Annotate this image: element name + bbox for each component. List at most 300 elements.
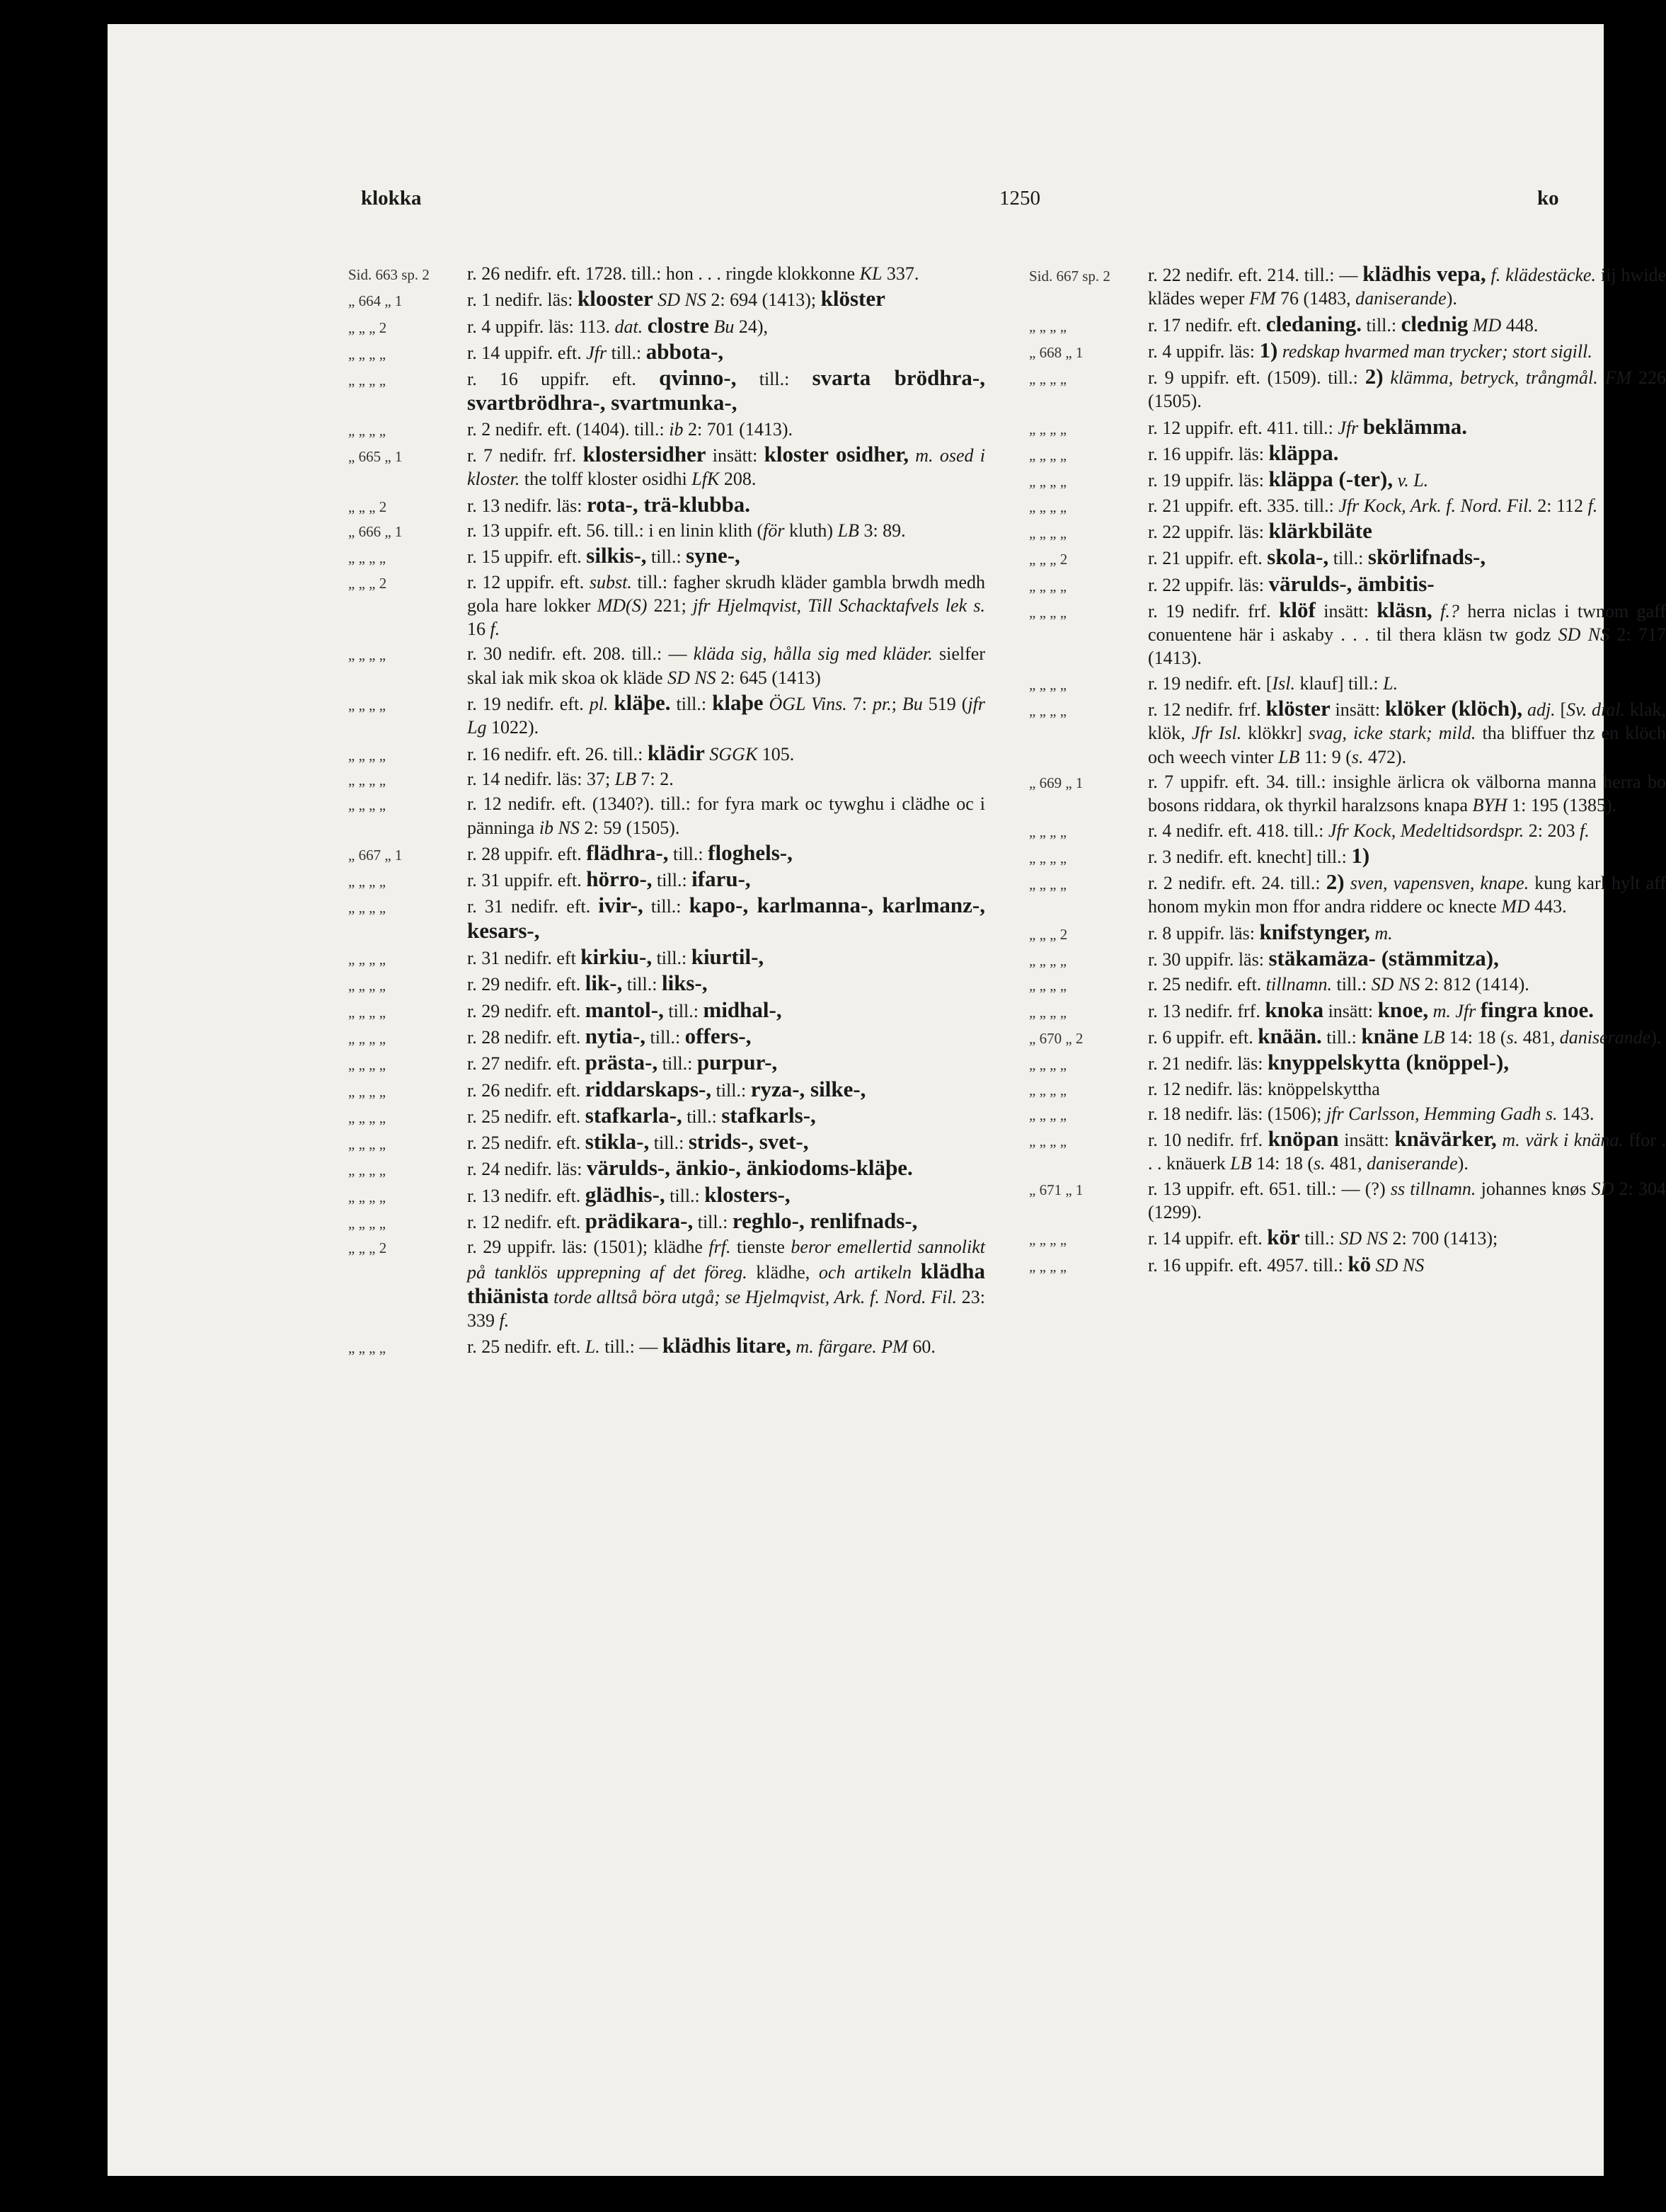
text-run: r. 30 nedifr. eft. 208. till.: — <box>467 643 694 665</box>
entry-text <box>1148 312 1666 337</box>
italic-text: subst. <box>589 571 632 592</box>
entry-text <box>467 1183 985 1208</box>
entry-text <box>1148 870 1666 919</box>
text-run: iij hwide klädes weper <box>1148 265 1666 309</box>
italic-text: FM <box>1248 288 1276 309</box>
text-run: r. 25 nedifr. eft. <box>467 1336 585 1358</box>
text-run: 2: 700 (1413); <box>1388 1228 1498 1249</box>
entry-text <box>1148 1252 1666 1277</box>
correction-entry <box>1029 1225 1666 1250</box>
correction-entry <box>348 366 985 416</box>
text-run: r. 25 nedifr. eft. <box>467 1106 585 1127</box>
correction-entry <box>348 893 985 944</box>
text-run: 443. <box>1529 896 1567 917</box>
correction-entry <box>1029 338 1666 363</box>
italic-text: s. <box>1506 1026 1519 1048</box>
headword: kläppa (-ter), <box>1268 466 1394 492</box>
correction-entry <box>348 418 985 441</box>
text-run: 11: 9 ( <box>1299 746 1352 767</box>
header-keyword-left: klokka <box>361 187 422 210</box>
italic-text: Jfr <box>586 342 607 363</box>
entry-text <box>467 442 985 491</box>
headword: klädir <box>647 740 705 765</box>
italic-text: SD <box>1591 1178 1614 1199</box>
text-run: till.: <box>1299 1228 1340 1249</box>
headword: kläþe. <box>614 690 671 716</box>
text-run: r. 13 nedifr. frf. <box>1148 1000 1265 1021</box>
text-run: till.: <box>646 546 686 568</box>
text-run: ). <box>1446 288 1457 309</box>
italic-text: f. <box>1587 495 1598 516</box>
entry-reference: „ „ „ 2 <box>1029 551 1068 568</box>
correction-entry <box>1029 1077 1666 1101</box>
entry-text <box>467 1209 985 1234</box>
correction-entry <box>348 1334 985 1358</box>
entry-text <box>467 792 985 839</box>
text-run: r. 25 nedifr. eft. <box>467 1133 585 1154</box>
italic-text: L. <box>585 1336 600 1358</box>
entry-reference: „ „ „ „ <box>348 746 386 764</box>
entry-reference: „ „ „ „ <box>348 873 386 890</box>
italic-text: Jfr Kock, Ark. f. Nord. Fil. <box>1338 495 1533 516</box>
correction-entry <box>1029 844 1666 869</box>
entry-reference: „ „ „ „ <box>1029 1106 1067 1123</box>
italic-text: beror emellertid sannolikt på tanklös upprepning af det föreg. <box>467 1237 985 1283</box>
entry-text <box>1148 598 1666 670</box>
text-run: r. 28 nedifr. eft. <box>467 1026 585 1048</box>
entry-text <box>467 262 985 285</box>
text-run: till.: <box>682 1106 722 1127</box>
headword: klosters-, <box>704 1181 791 1207</box>
italic-text: f. <box>499 1310 510 1331</box>
italic-text: daniserande <box>1355 288 1447 309</box>
text-run: insätt: <box>1315 600 1377 621</box>
entry-reference: „ „ „ „ <box>348 1082 386 1100</box>
headword: strids-, svet-, <box>688 1129 809 1154</box>
headword: liks-, <box>661 970 708 996</box>
text-run: 14: 18 ( <box>1251 1153 1314 1174</box>
entry-text <box>467 767 985 791</box>
text-run: 481, <box>1518 1026 1560 1048</box>
italic-text: f. <box>490 619 500 640</box>
correction-entry <box>1029 441 1666 466</box>
entry-text <box>467 287 985 311</box>
italic-text: LB <box>1278 746 1300 767</box>
headword: stikla-, <box>585 1129 650 1154</box>
headword: klöster <box>820 286 885 311</box>
entry-reference: „ „ „ „ <box>1029 473 1067 491</box>
entry-reference: „ „ „ 2 <box>348 574 387 592</box>
entry-reference: „ „ „ „ <box>1029 577 1067 595</box>
text-run: r. 22 nedifr. eft. 214. till.: — <box>1148 265 1363 285</box>
correction-entry <box>1029 973 1666 996</box>
text-run: r. 13 nedifr. läs: <box>467 495 587 516</box>
text-run: 7: 2. <box>636 768 674 789</box>
italic-text: LB <box>614 768 637 789</box>
italic-text: SD NS <box>1558 624 1610 646</box>
entry-text <box>1148 998 1666 1023</box>
italic-text: pr. <box>872 694 892 715</box>
entry-text <box>1148 572 1666 597</box>
entry-text <box>1148 338 1666 363</box>
text-run: r. 17 nedifr. eft. <box>1148 314 1266 336</box>
entry-text <box>1148 1024 1666 1049</box>
italic-text: torde alltså böra utgå; se Hjelmqvist, Ark. f. Nord. Fil. <box>553 1286 958 1307</box>
entry-reference: „ „ „ „ <box>1029 420 1067 437</box>
italic-text: adj. <box>1527 699 1556 721</box>
entry-text <box>467 867 985 892</box>
headword: 2) <box>1365 364 1384 389</box>
headword: knifstynger, <box>1259 919 1370 944</box>
headword: kö <box>1348 1251 1372 1276</box>
text-run: r. 16 uppifr. läs: <box>1148 444 1269 465</box>
italic-text: SD NS <box>1339 1228 1389 1249</box>
headword: fingra knoe. <box>1480 997 1594 1022</box>
italic-text: dat. <box>614 316 643 337</box>
text-run: r. 16 uppifr. eft. 4957. till.: <box>1148 1254 1348 1276</box>
text-run: insätt: <box>1330 699 1385 721</box>
text-run: till.: <box>649 1133 689 1154</box>
entry-text <box>467 1024 985 1049</box>
headword: lik-, <box>585 970 623 996</box>
italic-text: MD(S) <box>597 595 648 616</box>
text-run: r. 21 uppifr. eft. <box>1148 548 1268 569</box>
headword: knyppelskytta (knöppel-), <box>1267 1050 1510 1075</box>
correction-entry <box>348 544 985 568</box>
italic-text: m. Jfr <box>1432 1000 1476 1021</box>
italic-text: ib NS <box>539 817 580 838</box>
entry-text <box>467 493 985 517</box>
entry-text <box>467 841 985 866</box>
headword: klaþe <box>712 690 764 716</box>
italic-text: pl. <box>589 694 609 715</box>
text-run: r. 13 uppifr. eft. 56. till.: i en linin klith ( <box>467 520 764 541</box>
headword: nytia-, <box>585 1023 646 1048</box>
italic-text: Jfr Isl. <box>1191 723 1242 744</box>
headword: abbota-, <box>645 338 724 364</box>
correction-entry <box>1029 920 1666 945</box>
headword: klostersidher <box>582 442 706 467</box>
text-run: 448. <box>1501 314 1539 336</box>
entry-reference: „ „ „ „ <box>348 899 386 917</box>
page-scan <box>108 24 1666 2176</box>
headword: klädha thiänista <box>467 1258 985 1308</box>
text-run: 143. <box>1557 1103 1595 1124</box>
entry-reference: „ „ „ „ <box>1029 447 1067 464</box>
text-run: till.: <box>693 1211 733 1232</box>
text-run: till.: <box>1331 974 1372 995</box>
headword: knöpan <box>1268 1126 1339 1152</box>
headword: knäne <box>1361 1023 1419 1048</box>
text-run: 24), <box>734 316 768 337</box>
entry-reference: „ „ „ „ <box>1029 823 1067 840</box>
entry-reference: „ „ „ „ <box>1029 1133 1067 1150</box>
headword: floghels-, <box>708 839 793 865</box>
italic-text: sven, vapensven, knape. <box>1350 873 1529 894</box>
headword: silkis-, <box>586 543 647 568</box>
correction-entry <box>348 519 985 542</box>
text-run: 3: 89. <box>858 520 906 541</box>
headword: syne-, <box>686 543 740 568</box>
italic-text: jfr Lg <box>467 694 986 738</box>
text-run: till.: <box>607 342 646 363</box>
text-run: r. 12 nedifr. eft. (1340?). till.: for fyra mark oc tywghu i clädhe oc i pänninga <box>467 793 985 838</box>
headword: stafkarls-, <box>721 1102 816 1128</box>
italic-text: kläda sig, hålla sig med kläder. <box>693 643 933 665</box>
italic-text: SD NS <box>657 290 706 311</box>
italic-text: BYH <box>1472 795 1507 816</box>
correction-entry <box>348 971 985 996</box>
italic-text: MD <box>1501 896 1530 917</box>
italic-text: frf. <box>708 1237 731 1258</box>
correction-entry <box>1029 494 1666 517</box>
entry-text <box>1148 1127 1666 1176</box>
text-run: r. 3 nedifr. eft. knecht] till.: <box>1148 846 1352 867</box>
italic-text: daniserande <box>1367 1153 1458 1174</box>
entry-text <box>1148 1077 1666 1101</box>
text-run: till.: <box>711 1079 751 1101</box>
entry-reference: „ 670 „ 2 <box>1029 1029 1084 1047</box>
text-run: 1: 195 (1385). <box>1507 795 1617 816</box>
entry-reference: „ 664 „ 1 <box>348 292 403 310</box>
italic-text: tillnamn. <box>1265 974 1332 995</box>
headword: clostre <box>647 312 709 338</box>
entry-text <box>467 1130 985 1154</box>
italic-text: redskap hvarmed man trycker; stort sigill. <box>1282 340 1592 362</box>
italic-text: LB <box>1423 1026 1445 1048</box>
text-run: kung karl hylt aff honom mykin mon ffor andra riddere oc knecte <box>1148 873 1666 917</box>
text-run: r. 12 nedifr. frf. <box>1148 699 1266 721</box>
entry-text <box>467 741 985 766</box>
italic-text: jfr Carlsson, Hemming Gadh s. <box>1326 1103 1558 1124</box>
entry-text <box>467 893 985 944</box>
headword: 1) <box>1259 337 1278 362</box>
text-run: klädhe, <box>747 1261 819 1283</box>
text-run: till.: <box>652 870 692 891</box>
headword: ryza-, silke-, <box>750 1076 866 1101</box>
text-run <box>1486 265 1491 285</box>
entry-reference: „ „ „ „ <box>1029 1257 1067 1275</box>
headword: klärkbiläte <box>1268 517 1372 543</box>
headword: kapo-, karlmanna-, karlmanz-, kesars-, <box>467 893 985 943</box>
text-run: r. 14 nedifr. läs: 37; <box>467 768 615 789</box>
right-column <box>1029 262 1666 1278</box>
italic-text: Jfr <box>1338 417 1359 438</box>
headword: kläppa. <box>1268 440 1339 466</box>
text-run: r. 12 uppifr. eft. <box>467 571 590 592</box>
correction-entry <box>348 1209 985 1234</box>
entry-reference: „ „ „ „ <box>348 1162 386 1179</box>
text-run: klak, klök, <box>1148 699 1666 744</box>
text-run: johannes knøs <box>1476 1178 1592 1199</box>
italic-text: jfr Hjelmqvist, Till Schacktafvels lek s. <box>693 595 985 616</box>
headword: skörlifnads-, <box>1367 544 1486 570</box>
entry-text <box>467 314 985 338</box>
text-run: r. 28 uppifr. eft. <box>467 843 587 864</box>
italic-text: ÖGL Vins. <box>769 694 847 715</box>
text-run: 2: 717 (1413). <box>1148 624 1666 669</box>
entry-text <box>467 1050 985 1075</box>
entry-text <box>467 544 985 568</box>
headword: kläsn, <box>1377 597 1432 622</box>
entry-reference: „ „ „ „ <box>348 1003 386 1021</box>
entry-text <box>1148 519 1666 544</box>
text-run: till.: <box>1328 548 1368 569</box>
text-run: ). <box>1457 1153 1469 1174</box>
headword: knoe, <box>1377 997 1429 1022</box>
entry-reference: „ „ „ „ <box>348 1029 386 1047</box>
headword: klöker (klöch), <box>1384 696 1523 721</box>
entry-reference: „ „ „ „ <box>1029 524 1067 541</box>
entry-text <box>467 691 985 740</box>
headword: riddarskaps-, <box>585 1076 712 1101</box>
italic-text: f.? <box>1440 600 1459 621</box>
entry-reference: „ 667 „ 1 <box>348 846 403 864</box>
headword: mantol-, <box>585 997 664 1022</box>
correction-entry <box>1029 1177 1666 1225</box>
entry-reference: „ „ „ „ <box>1029 952 1067 970</box>
text-run <box>1522 699 1527 720</box>
italic-text: SD NS <box>1375 1254 1425 1276</box>
text-run: till.: — <box>599 1336 662 1358</box>
headword: ifaru-, <box>691 866 751 892</box>
text-run: r. 4 nedifr. eft. 418. till.: <box>1148 820 1328 841</box>
correction-entry <box>348 998 985 1023</box>
italic-text: Bu <box>713 316 735 337</box>
entry-reference: „ „ „ „ <box>348 1108 386 1126</box>
text-run: 226 (1505). <box>1148 367 1666 412</box>
text-run: insätt: <box>1338 1130 1395 1151</box>
headword: prädikara-, <box>585 1208 694 1233</box>
italic-text: för <box>763 520 785 541</box>
text-run: r. 31 nedifr. eft <box>467 948 581 969</box>
headword: rota-, trä-klubba. <box>586 491 751 517</box>
entry-text <box>1148 1177 1666 1225</box>
correction-entry <box>348 945 985 970</box>
entry-reference: „ „ „ „ <box>1029 603 1067 621</box>
text-run: r. 26 nedifr. eft. 1728. till.: hon . . . ringde klokkonne <box>467 263 860 284</box>
entry-text <box>467 571 985 641</box>
italic-text: m. färgare. PM <box>795 1336 908 1358</box>
text-run: sielfer skal iak mik skoa ok kläde <box>467 643 985 688</box>
headword: midhal-, <box>703 997 782 1022</box>
text-run: r. 22 uppifr. läs: <box>1148 521 1269 542</box>
headword: klädhis vepa, <box>1362 261 1486 286</box>
headword: klädhis litare, <box>662 1333 791 1358</box>
correction-entry <box>1029 946 1666 971</box>
headword: glädhis-, <box>585 1181 665 1207</box>
entry-text <box>467 998 985 1023</box>
text-run: r. 7 uppifr. eft. 34. till.: insighle ärlicra ok välborna manna herra bo bosons riddara, ok thyrkil haralzsons knapa <box>1148 771 1666 816</box>
correction-entry <box>1029 1252 1666 1277</box>
text-run: r. 14 uppifr. eft. <box>467 342 587 363</box>
correction-entry <box>1029 1102 1666 1125</box>
correction-entry <box>348 1130 985 1154</box>
text-run: 2: 701 (1413). <box>683 418 793 440</box>
correction-entry <box>348 1077 985 1102</box>
italic-text: och artikeln <box>818 1261 912 1283</box>
entry-text <box>467 1235 985 1332</box>
correction-entry <box>348 1183 985 1208</box>
correction-entry <box>1029 519 1666 544</box>
italic-text: MD <box>1472 314 1502 336</box>
correction-entry <box>1029 262 1666 311</box>
correction-entry <box>1029 697 1666 769</box>
text-run: klökkr] <box>1241 723 1309 744</box>
correction-entry <box>348 867 985 892</box>
text-run <box>1384 367 1391 388</box>
text-run: 2: 203 <box>1524 820 1580 841</box>
entry-reference: „ „ „ „ <box>1029 876 1067 893</box>
headword: klooster <box>577 286 653 311</box>
entry-reference: „ „ „ „ <box>1029 849 1067 866</box>
text-run: ). <box>1650 1026 1662 1048</box>
text-run: r. 12 nedifr. eft. <box>467 1211 585 1232</box>
headword: offers-, <box>684 1023 752 1048</box>
entry-reference: „ 665 „ 1 <box>348 448 403 466</box>
text-run: 2: 812 (1414). <box>1420 974 1529 995</box>
entry-reference: „ „ „ „ <box>348 646 386 664</box>
italic-text: m. osed i kloster. <box>467 445 985 490</box>
italic-text: m. värk i knäna. <box>1502 1130 1624 1151</box>
correction-entry <box>348 792 985 839</box>
entry-text <box>1148 441 1666 466</box>
text-run: 2: 694 (1413); <box>706 290 821 311</box>
italic-text: Bu <box>902 694 923 715</box>
entry-reference: „ „ „ „ <box>348 1056 386 1074</box>
text-run: r. 2 nedifr. eft. (1404). till.: <box>467 418 670 440</box>
entry-reference: „ „ „ „ <box>348 345 386 362</box>
text-run: till.: <box>652 948 691 969</box>
text-run: insätt: <box>1323 1000 1378 1021</box>
entry-reference: „ „ „ 2 <box>348 319 387 336</box>
italic-text: LB <box>837 520 859 541</box>
text-run: 1022). <box>486 717 539 738</box>
headword: prästa-, <box>585 1050 658 1075</box>
headword: stäkamäza- (stämmitza), <box>1268 946 1499 971</box>
italic-text: ib <box>669 418 684 440</box>
text-run: r. 19 nedifr. eft. [ <box>1148 672 1273 694</box>
correction-entry <box>1029 770 1666 818</box>
italic-text: ss tillnamn. <box>1390 1178 1476 1199</box>
headword: klöf <box>1279 597 1316 622</box>
headword: ivir-, <box>598 893 643 918</box>
text-run: r. 10 nedifr. frf. <box>1148 1130 1268 1151</box>
text-run: klauf] till.: <box>1294 672 1384 694</box>
entry-text <box>1148 262 1666 311</box>
text-run: r. 16 nedifr. eft. 26. till.: <box>467 743 648 764</box>
italic-text: SD NS <box>1371 974 1420 995</box>
text-run: r. 29 nedifr. eft. <box>467 974 585 995</box>
header-keyword-right: ko <box>1537 187 1559 210</box>
entry-reference: Sid. 663 sp. 2 <box>348 266 430 283</box>
entry-reference: „ „ „ „ <box>348 421 386 439</box>
entry-text <box>467 418 985 441</box>
correction-entry <box>1029 467 1666 492</box>
italic-text: Isl. <box>1272 672 1295 694</box>
italic-text: klämma, betryck, trångmål. FM <box>1390 367 1632 389</box>
entry-text <box>1148 844 1666 869</box>
entry-text <box>1148 973 1666 996</box>
headword: reghlo-, renlifnads-, <box>732 1208 918 1233</box>
text-run: r. 9 uppifr. eft. (1509). till.: <box>1148 367 1365 389</box>
italic-text: LfK <box>691 469 720 490</box>
entry-reference: „ 666 „ 1 <box>348 522 403 540</box>
text-run: till.: <box>670 694 713 715</box>
entry-text <box>467 519 985 542</box>
text-run: r. 14 uppifr. eft. <box>1148 1228 1268 1249</box>
text-run: ffor . . . knäuerk <box>1148 1130 1666 1174</box>
